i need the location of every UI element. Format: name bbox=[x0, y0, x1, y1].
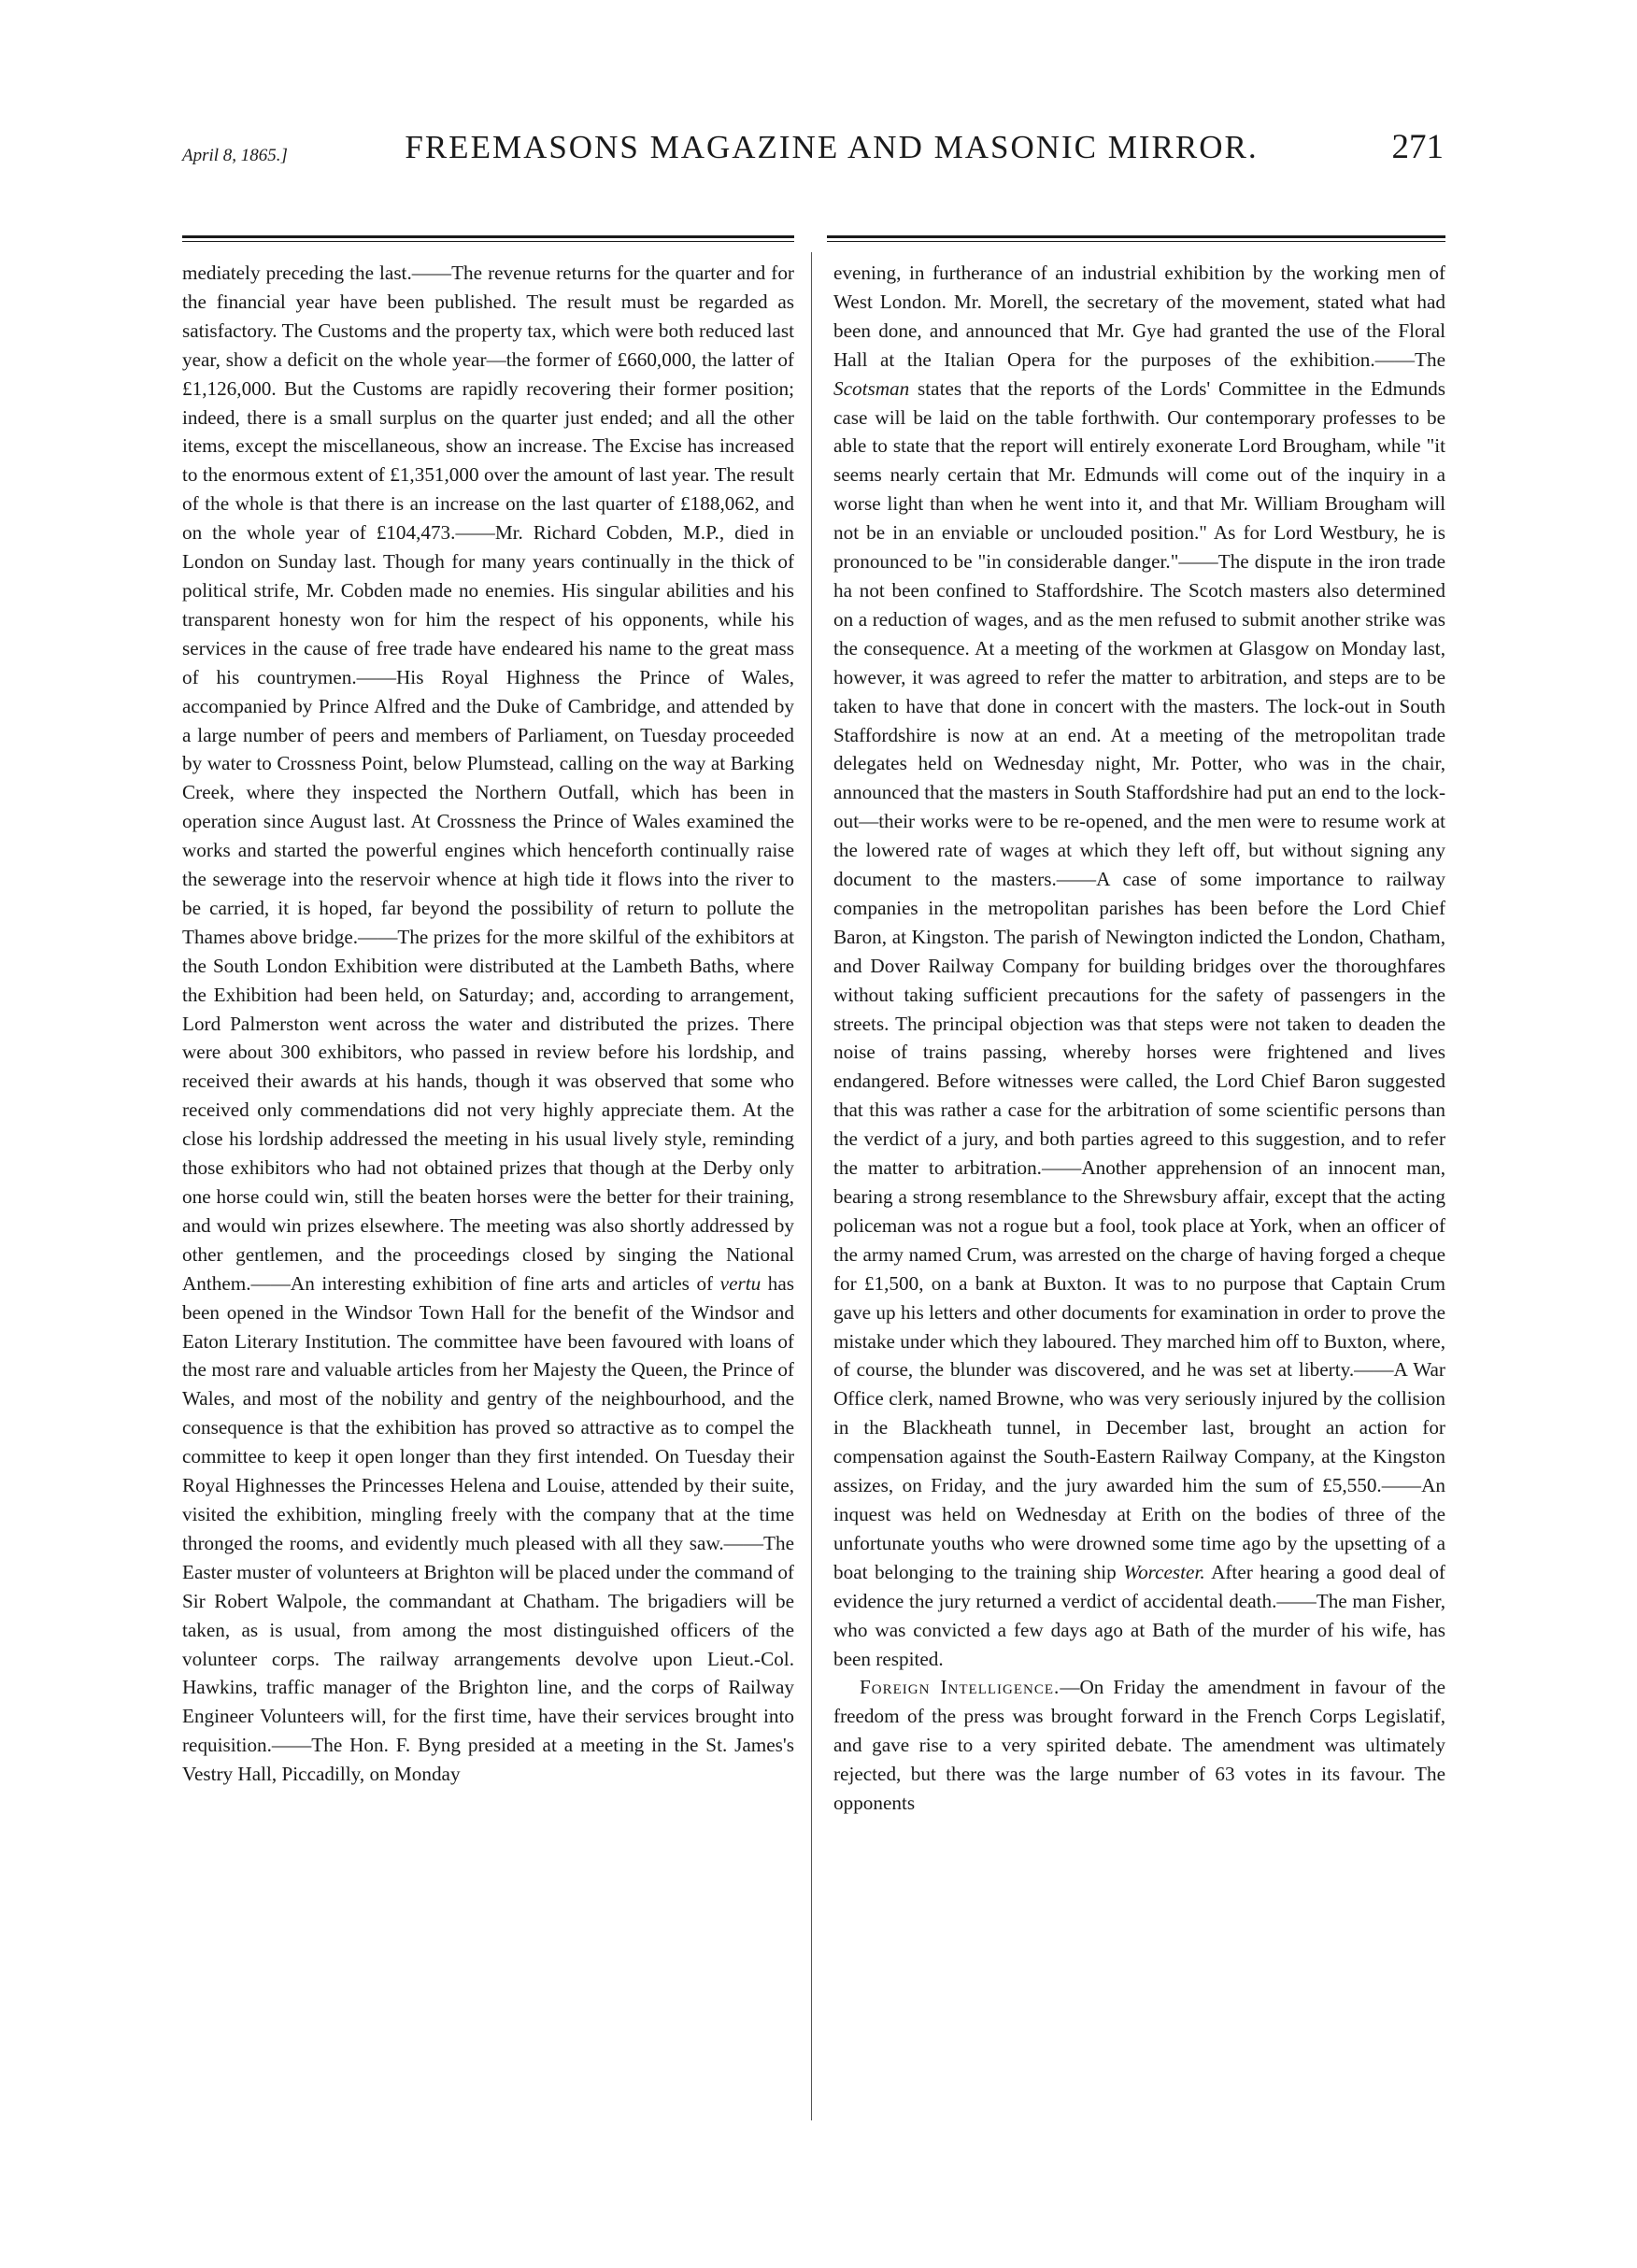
publication-title: FREEMASONS MAGAZINE AND MASONIC MIRROR. bbox=[405, 129, 1259, 165]
scotsman-italic: Scotsman bbox=[833, 376, 910, 400]
left-column-text-2: has been opened in the Windsor Town Hall for the benefit of the Windsor and Eaton Literary Institution. The committee have been favoured with loans of the most rare and valuable articles from her Majesty the Queen, the Prince of Wales, and most of the nobility and gentry of the neighbourhood, and the consequence is that the exhibition has proved so attractive as to compel the committee to keep it open longer than they first intended. On Tuesday their Royal Highnesses the Princesses Helena and Louise, attended by their suite, visited the exhibition, mingling freely with the company that at the time thronged the rooms, and evidently much pleased with all they saw.——The Easter muster of volunteers at Brighton will be placed under the command of Sir Robert Walpole, the commandant at Chatham. The brigadiers will be taken, as is usual, from among the most distinguished officers of the volunteer corps. The railway arrangements devolve upon Lieut.-Col. Hawkins, traffic manager of the Brighton line, and the corps of Railway Engineer Volunteers will, for the first time, have their services brought into requisition.——The Hon. F. Byng presided at a meeting in the St. James's Vestry Hall, Piccadilly, on Monday bbox=[182, 1271, 794, 1786]
right-column-text-2: states that the reports of the Lords' Committee in the Edmunds case will be laid on the table forthwith. Our contemporary professes to be able to state that the report will entirely exonerate Lord Brougham, while "it seems nearly certain that Mr. Edmunds will come out of the inquiry in a worse light than when he went into it, and that Mr. William Brougham will not be in an enviable or unclouded position." As for Lord Westbury, he is pronounced to be "in considerable danger."——The dispute in the iron trade ha not been confined to Staffordshire. The Scotch masters also determined on a reduction of wages, and as the men refused to submit another strike was the consequence. At a meeting of the workmen at Glasgow on Monday last, however, it was agreed to refer the matter to arbitration, and steps are to be taken to have that done in concert with the masters. The lock-out in South Staffordshire is now at an end. At a meeting of the metropolitan trade delegates held on Wednesday night, Mr. Potter, who was in the chair, announced that the masters in South Staffordshire had put an end to the lock-out—their works were to be re-opened, and the men were to resume work at the lowered rate of wages at which they left off, but without signing any document to the masters.——A case of some importance to railway companies in the metropolitan parishes has been before the Lord Chief Baron, at Kingston. The parish of Newington indicted the London, Chatham, and Dover Railway Company for building bridges over the thoroughfares without taking sufficient precautions for the safety of passengers in the streets. The principal objection was that steps were not taken to deaden the noise of trains passing, whereby horses were frightened and lives endangered. Before witnesses were called, the Lord Chief Baron suggested that this was rather a case for the arbitration of some scientific persons than the verdict of a jury, and both parties agreed to this suggestion, and to refer the matter to arbitration.——Another apprehension of an innocent man, bearing a strong resemblance to the Shrewsbury affair, except that the acting policeman was not a rogue but a fool, took place at York, when an officer of the army named Crum, was arrested on the charge of having forged a cheque for £1,500, on a bank at Buxton. It was to no purpose that Captain Crum gave up his letters and other documents for examination in order to prove the mistake under which they laboured. They marched him off to Buxton, where, of course, the blunder was discovered, and he was set at liberty.——A War Office clerk, named Browne, who was very seriously injured by the collision in the Blackheath tunnel, in December last, brought an action for compensation against the South-Eastern Railway Company, at the Kingston assizes, on Friday, and the jury awarded him the sum of £5,550.——An inquest was held on Wednesday at Erith on the bodies of three of the unfortunate youths who were drowned some time ago by the upsetting of a boat belonging to the training ship bbox=[833, 376, 1445, 1583]
header-rule-right-thin bbox=[827, 241, 1445, 242]
worcester-italic: Worcester. bbox=[1123, 1560, 1205, 1583]
right-column-paragraph-2 bbox=[833, 1673, 1445, 1818]
page-header bbox=[182, 121, 1444, 177]
header-rule-right bbox=[827, 235, 1445, 238]
left-column-paragraph bbox=[182, 259, 794, 1789]
right-column-text-4: —On Friday the amendment in favour of the freedom of the press was brought forward in the French Corps Legislatif, and gave rise to a very spirited debate. The amendment was ultimately rejected, but there was the large number of 63 votes in its favour. The opponents bbox=[833, 1676, 1445, 1815]
left-column bbox=[182, 259, 794, 2136]
page-number: 271 bbox=[1391, 128, 1444, 166]
right-column bbox=[833, 259, 1445, 2136]
left-column-text-1: mediately preceding the last.——The revenue returns for the quarter and for the financial year have been published. The result must be regarded as satisfactory. The Customs and the property tax, which were both reduced last year, show a deficit on the whole year—the former of £660,000, the latter of £1,126,000. But the Customs are rapidly recovering their former position; indeed, there is a small surplus on the quarter just ended; and all the other items, except the miscellaneous, show an increase. The Excise has increased to the enormous extent of £1,351,000 over the amount of last year. The result of the whole is that there is an increase on the last quarter of £188,062, and on the whole year of £104,473.——Mr. Richard Cobden, M.P., died in London on Sunday last. Though for many years continually in the thick of political strife, Mr. Cobden made no enemies. His singular abilities and his transparent honesty won for him the respect of his opponents, while his services in the cause of free trade have endeared his name to the great mass of his countrymen.——His Royal Highness the Prince of Wales, accompanied by Prince Alfred and the Duke of Cambridge, and attended by a large number of peers and members of Parliament, on Tuesday proceeded by water to Crossness Point, below Plumstead, calling on the way at Barking Creek, where they inspected the Northern Outfall, which has been in operation since August last. At Crossness the Prince of Wales examined the works and started the powerful engines which henceforth continually raise the sewerage into the reservoir whence at high tide it flows into the river to be carried, it is hoped, far beyond the possibility of return to pollute the Thames above bridge.——The prizes for the more skilful of the exhibitors at the South London Exhibition were distributed at the Lambeth Baths, where the Exhibition had been held, on Saturday; and, according to arrangement, Lord Palmerston went across the water and distributed the prizes. There were about 300 exhibitors, who passed in review before his lordship, and received their awards at his hands, though it was observed that some who received only commendations did not very highly appreciate them. At the close his lordship addressed the meeting in his usual lively style, reminding those exhibitors who had not obtained prizes that though at the Derby only one horse could win, still the beaten horses were the better for their training, and would win prizes elsewhere. The meeting was also shortly addressed by other gentlemen, and the proceedings closed by singing the National Anthem.——An interesting exhibition of fine arts and articles of bbox=[182, 262, 794, 1295]
vertu-italic: vertu bbox=[719, 1271, 762, 1295]
right-column-paragraph-1 bbox=[833, 259, 1445, 1673]
foreign-intelligence-heading: Foreign Intelligence. bbox=[860, 1676, 1060, 1699]
column-divider bbox=[811, 252, 812, 2120]
right-column-text-3: After hearing a good deal of evidence the jury returned a verdict of accidental death.——The man Fisher, who was convicted a few days ago at Bath of the murder of his wife, has been respited. bbox=[833, 1560, 1445, 1670]
issue-date: April 8, 1865.] bbox=[182, 146, 288, 165]
right-column-text-1: evening, in furtherance of an industrial exhibition by the working men of West London. Mr. Morell, the secretary of the movement, stated what had been done, and announced that Mr. Gye had granted the use of the Floral Hall at the Italian Opera for the purposes of the exhibition.——The bbox=[833, 262, 1445, 371]
header-rule-left bbox=[182, 235, 794, 238]
header-rule-left-thin bbox=[182, 241, 794, 242]
